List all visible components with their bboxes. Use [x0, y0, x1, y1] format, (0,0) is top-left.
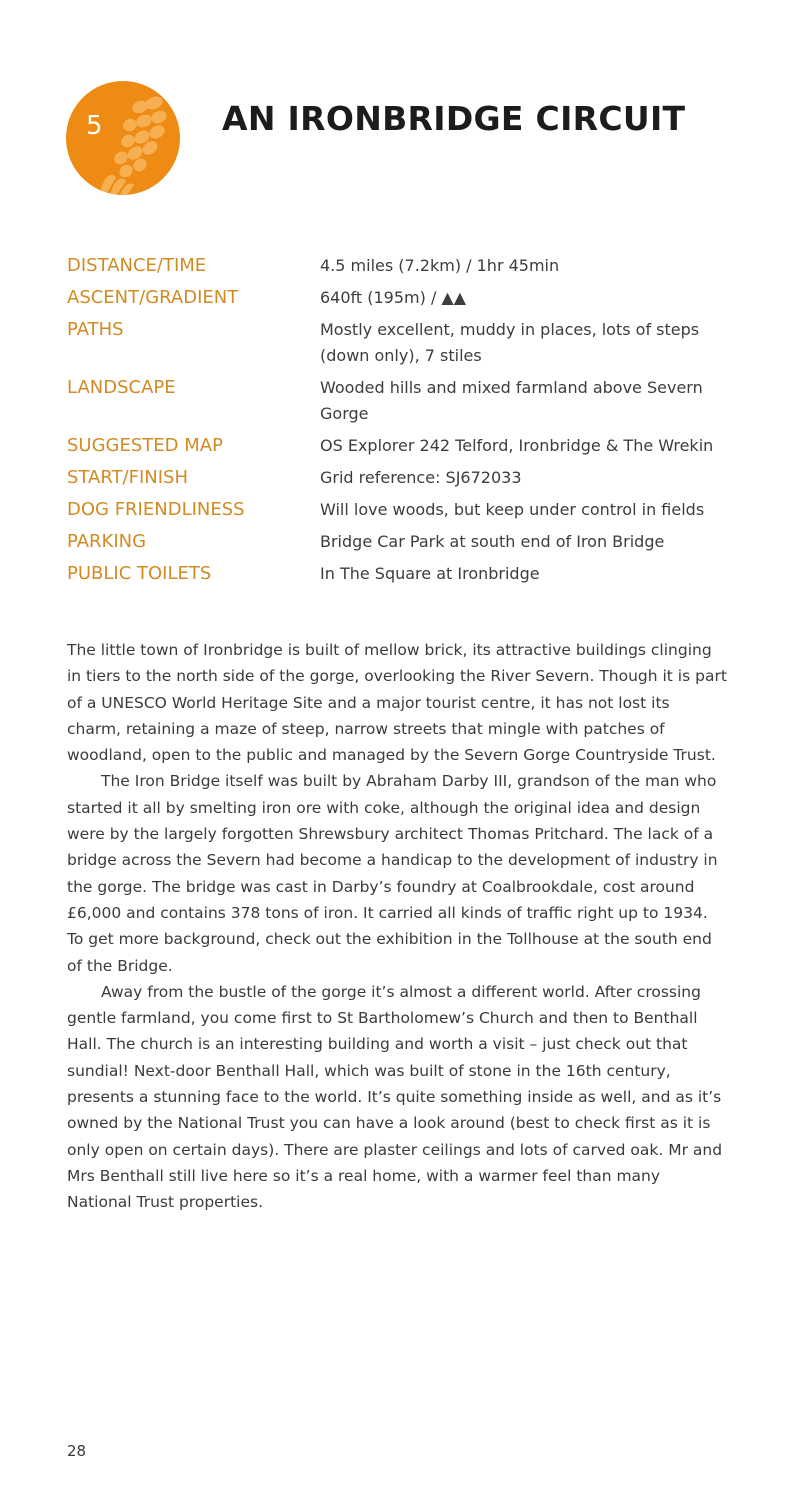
- fact-label: START/FINISH: [67, 467, 188, 488]
- fact-label: PATHS: [67, 319, 124, 340]
- body-paragraph: The Iron Bridge itself was built by Abraham Darby III, grandson of the man who started it all by smelting iron ore with coke, although the original idea and design were by the largely forgotten Shrewsbury architect Thomas Pritchard. The lack of a bridge across the Severn had become a handicap to the development of industry in the gorge. The bridge was cast in Darby’s foundry at Coalbrookdale, cost around £6,000 and contains 378 tons of iron. It carried all kinds of traffic right up to 1934. To get more background, check out the exhibition in the Tollhouse at the south end of the Bridge.: [67, 772, 718, 975]
- walk-introduction: [67, 637, 727, 1216]
- fact-row-distance-time: [67, 253, 747, 279]
- fact-row-paths: [67, 317, 747, 369]
- fact-row-start-finish: [67, 465, 747, 491]
- footprint-icon: [66, 81, 180, 195]
- fact-label: DISTANCE/TIME: [67, 255, 207, 276]
- fact-value: In The Square at Ironbridge: [320, 564, 540, 583]
- walk-number: 5: [86, 111, 103, 141]
- walk-number-badge: [66, 81, 180, 195]
- fact-value: 4.5 miles (7.2km) / 1hr 45min: [320, 256, 560, 275]
- page-number: 28: [67, 1442, 87, 1460]
- fact-value: OS Explorer 242 Telford, Ironbridge & The Wrekin: [320, 436, 714, 455]
- fact-row-landscape: [67, 375, 747, 427]
- fact-label: DOG FRIENDLINESS: [67, 499, 245, 520]
- fact-value: 640ft (195m) / ▲▲: [320, 288, 467, 307]
- fact-label: SUGGESTED MAP: [67, 435, 223, 456]
- page-title: AN IRONBRIDGE CIRCUIT: [222, 99, 686, 138]
- fact-row-ascent-gradient: [67, 285, 747, 311]
- fact-label: PARKING: [67, 531, 147, 552]
- fact-value: Mostly excellent, muddy in places, lots of steps (down only), 7 stiles: [320, 320, 700, 365]
- fact-value: Wooded hills and mixed farmland above Severn Gorge: [320, 378, 703, 423]
- body-paragraph: Away from the bustle of the gorge it’s almost a different world. After crossing gentle farmland, you come first to St Bartholomew’s Church and then to Benthall Hall. The church is an interesting building and worth a visit – just check out that sundial! Next-door Benthall Hall, which was built of stone in the 16th century, presents a stunning face to the world. It’s quite something inside as well, and as it’s owned by the National Trust you can have a look around (best to check first as it is only open on certain days). There are plaster ceilings and lots of carved oak. Mr and Mrs Benthall still live here so it’s a real home, with a warmer feel than many National Trust properties.: [67, 982, 723, 1212]
- fact-value: Will love woods, but keep under control in fields: [320, 500, 705, 519]
- fact-label: ASCENT/GRADIENT: [67, 287, 239, 308]
- fact-row-parking: [67, 529, 747, 555]
- fact-row-dog-friendliness: [67, 497, 747, 523]
- fact-label: LANDSCAPE: [67, 377, 176, 398]
- fact-label: PUBLIC TOILETS: [67, 563, 212, 584]
- fact-row-public-toilets: [67, 561, 747, 587]
- fact-row-suggested-map: [67, 433, 747, 459]
- fact-value: Bridge Car Park at south end of Iron Bridge: [320, 532, 665, 551]
- body-paragraph: The little town of Ironbridge is built of mellow brick, its attractive buildings clinging in tiers to the north side of the gorge, overlooking the River Severn. Though it is part of a UNESCO World Heritage Site and a major tourist centre, it has not lost its charm, retaining a maze of steep, narrow streets that mingle with patches of woodland, open to the public and managed by the Severn Gorge Countryside Trust.: [67, 641, 727, 765]
- walk-facts-list: [67, 253, 747, 593]
- fact-value: Grid reference: SJ672033: [320, 468, 522, 487]
